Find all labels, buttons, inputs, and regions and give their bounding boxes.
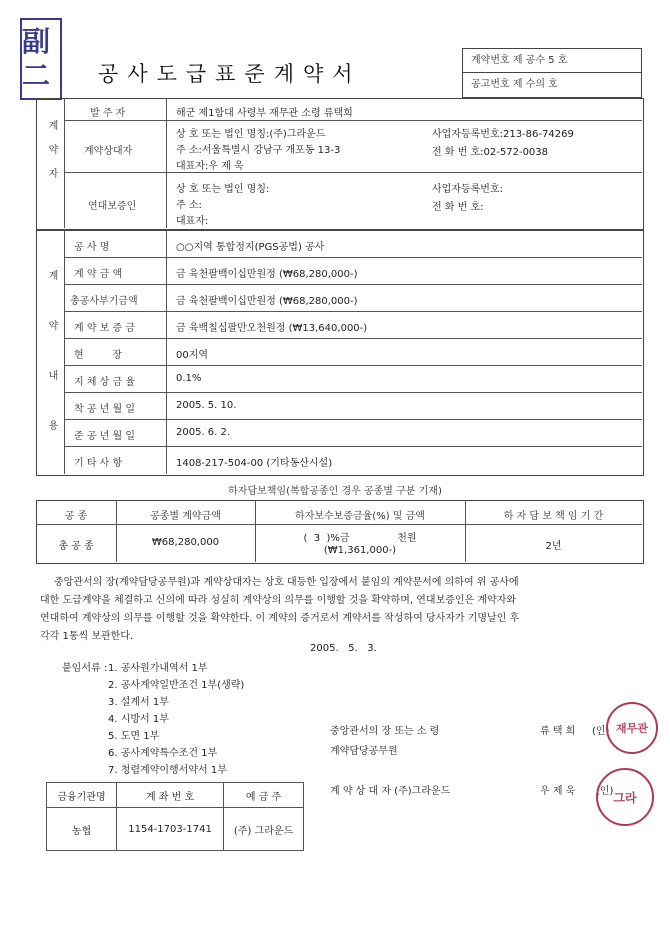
contractor-stamp [596, 768, 654, 826]
bank-header: 금융기관명 [47, 783, 117, 808]
contract-number-box [462, 48, 642, 98]
contractor-bizno: 사업자등록번호:213-86-74269 [432, 129, 574, 140]
orderer-label: 발 주 자 [90, 108, 126, 119]
contractor-seal-mark: (인) [596, 786, 614, 797]
guarantor-tel: 전 화 번 호: [432, 202, 484, 213]
contract-row-label: 계 약 금 액 [74, 269, 123, 280]
contract-statement [40, 574, 650, 646]
contractor-rep: 대표자:우 제 욱 [176, 161, 244, 172]
contract-row-label: 공 사 명 [74, 242, 110, 253]
party-group-label: 계약자 [46, 120, 57, 192]
document-title: 공사도급표준계약서 [98, 62, 362, 86]
bank-header: 계 좌 번 호 [117, 783, 224, 808]
contract-row-value: 2005. 6. 2. [176, 427, 231, 438]
contractor-sign-title: 계 약 상 대 자 (주)그라운드 [330, 786, 451, 797]
defect-rate: ( 3 )%금 천원 [303, 533, 417, 544]
guarantor-address: 주 소: [176, 200, 202, 211]
enclosure-item: 5. 도면 1부 [108, 731, 160, 742]
contract-row-label: 지 체 상 금 율 [74, 377, 136, 388]
enclosure-item: 2. 공사계약일반조건 1부(생략) [108, 680, 245, 691]
bank-account: 1154-1703-1741 [117, 808, 224, 851]
enclosure-item: 6. 공사계약특수조건 1부 [108, 748, 218, 759]
contract-row-label: 현 장 [74, 350, 122, 361]
contract-row-value: 2005. 5. 10. [176, 400, 237, 411]
defect-header: 공 종 [64, 511, 88, 522]
orderer-value: 해군 제1함대 사령부 재무관 소령 류택희 [176, 108, 353, 119]
official-title: 중앙관서의 장 또는 소 령 [330, 726, 440, 737]
bank-header-row [47, 783, 304, 808]
official-name: 류 택 희 [540, 726, 576, 737]
contract-row-value: 0.1% [176, 373, 202, 384]
defect-type: 총 공 종 [58, 541, 94, 552]
enclosure-item: 1. 공사원가내역서 1부 [108, 663, 208, 674]
defect-amount: ₩68,280,000 [151, 537, 220, 548]
official-stamp [606, 702, 658, 754]
contract-row-label: 총공사부기금액 [70, 296, 138, 307]
defect-header: 공종별 계약금액 [150, 511, 221, 522]
bank-header: 예 금 주 [224, 783, 304, 808]
contract-row-value: ○○지역 통합정지(PGS공법) 공사 [176, 242, 325, 253]
official-seal-mark: (인) [592, 726, 610, 737]
defect-header: 하자보수보증금율(%) 및 금액 [295, 511, 425, 522]
contract-row-label: 기 타 사 항 [74, 458, 123, 469]
contract-number: 계약번호 제 공수 5 호 [471, 55, 568, 66]
official-stamp-text: 재무관 [616, 722, 648, 735]
enclosure-item: 3. 설계서 1부 [108, 697, 169, 708]
defect-rate-amount: (₩1,361,000-) [323, 545, 397, 556]
guarantor-label: 연대보증인 [88, 201, 137, 212]
contractor-stamp-text: 그라 [613, 790, 637, 805]
contractor-label: 계약상대자 [84, 146, 133, 157]
statement-line: 연대하여 계약상의 의무를 이행할 것을 확약한다. 이 계약의 증거로서 계약서를 작성하여 당사자가 기명날인 후 [40, 613, 520, 624]
bank-row [47, 808, 304, 851]
guarantor-rep: 대표자: [176, 216, 209, 227]
statement-line: 각각 1통씩 보관한다. [40, 631, 134, 642]
contract-row-label: 착 공 년 월 일 [74, 404, 136, 415]
guarantor-name: 상 호 또는 법인 명칭: [176, 184, 270, 195]
enclosure-item: 4. 시방서 1부 [108, 714, 169, 725]
bank-holder: (주) 그라운드 [224, 808, 304, 851]
contract-row-label: 계 약 보 증 금 [74, 323, 136, 334]
announcement-number: 공고번호 제 수의 호 [463, 72, 641, 96]
guarantor-bizno: 사업자등록번호: [432, 184, 503, 195]
bank-name: 농협 [47, 808, 117, 851]
official-role: 계약담당공무원 [330, 746, 398, 757]
contractor-address: 주 소:서울특별시 강남구 개포동 13-3 [176, 145, 341, 156]
contract-row-value: 금 육천팔백이십만원정 (₩68,280,000-) [176, 296, 358, 307]
copy-stamp [20, 18, 62, 100]
enclosures-list [108, 660, 244, 779]
contractor-tel: 전 화 번 호:02-572-0038 [432, 147, 549, 158]
copy-stamp-text: 副二 [22, 25, 51, 92]
contractor-name: 상 호 또는 법인 명칭:(주)그라운드 [176, 129, 326, 140]
statement-line: 중앙관서의 장(계약담당공무원)과 계약상대자는 상호 대등한 입장에서 붙임의 계약문서에 의하여 위 공사에 [54, 577, 519, 588]
contract-row-label: 준 공 년 월 일 [74, 431, 136, 442]
contract-row-value: 금 육천팔백이십만원정 (₩68,280,000-) [176, 269, 358, 280]
contractor-sign-name: 우 제 욱 [540, 786, 576, 797]
enclosures-label: 붙임서류 : [62, 663, 108, 674]
defect-period: 2년 [545, 541, 562, 552]
contract-date: 2005. 5. 3. [310, 643, 377, 654]
statement-line: 대한 도급계약을 체결하고 신의에 따라 성실히 계약상의 의무를 이행할 것을 확약하며, 연대보증인은 계약자와 [40, 595, 517, 606]
contract-row-value: 1408-217-504-00 (기타동산시설) [176, 458, 333, 469]
defect-caption: 하자담보책임(복합공종인 경우 공종별 구분 기재) [228, 486, 442, 497]
bank-table [46, 782, 304, 851]
enclosure-item: 7. 청렴계약이행서약서 1부 [108, 765, 227, 776]
defect-header: 하 자 담 보 책 임 기 간 [503, 511, 604, 522]
contract-row-value: 00지역 [176, 350, 209, 361]
contract-row-value: 금 육백칠십팔만오천원정 (₩13,640,000-) [176, 323, 368, 334]
contract-group-label: 계약내용 [46, 270, 57, 470]
